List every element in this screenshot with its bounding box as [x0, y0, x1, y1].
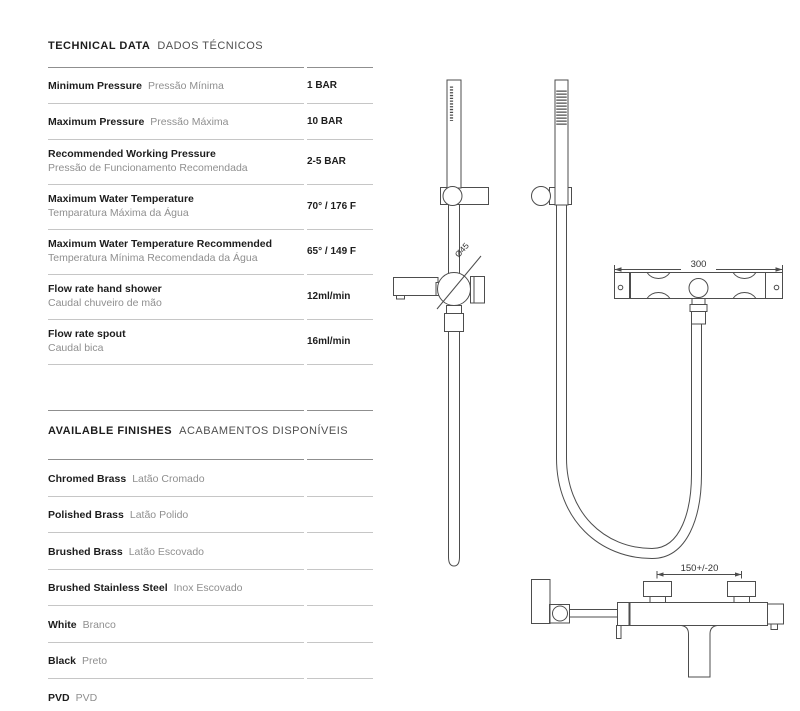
technical-data-header	[48, 30, 373, 68]
spec-value: 12ml/min	[307, 275, 373, 320]
spec-value: 65° / 149 F	[307, 230, 373, 275]
technical-data-section	[48, 30, 373, 411]
spec-value: 16ml/min	[307, 320, 373, 365]
spout	[394, 278, 439, 296]
spec-label-pt: Pressão Mínima	[147, 80, 224, 92]
hose	[567, 205, 692, 549]
dimension-label-300: 300	[690, 259, 707, 270]
finish-label-en: Brushed Stainless Steel	[48, 582, 168, 594]
spec-label-pt: Caudal bica	[48, 341, 104, 354]
dimension-label-diameter: Ø45	[452, 240, 471, 260]
spec-row	[48, 140, 373, 185]
available-finishes-header	[48, 411, 373, 460]
finish-label-pt: Preto	[82, 655, 108, 667]
finish-label-pt: Latão Cromado	[132, 472, 205, 485]
spec-tables	[48, 30, 373, 711]
bath-spout	[682, 626, 718, 678]
spec-row	[48, 275, 373, 320]
finish-label-pt: Branco	[82, 618, 116, 631]
section-title-en: TECHNICAL DATA	[48, 40, 151, 52]
finish-label-pt: Latão Polido	[129, 509, 189, 521]
hose	[449, 332, 460, 567]
finish-label-en: Brushed Brass	[48, 545, 123, 558]
finish-row	[48, 460, 373, 497]
spec-label-en: Recommended Working Pressure	[48, 148, 216, 160]
spec-label-en: Maximum Pressure	[48, 116, 145, 128]
finish-row	[48, 606, 373, 643]
finish-row	[48, 643, 373, 680]
spec-label-pt: Caudal chuveiro de mão	[48, 296, 162, 309]
spec-label-pt: Pressão de Funcionamento Recomendada	[48, 161, 248, 174]
diverter-knob	[689, 279, 708, 298]
finish-label-pt: Inox Escovado	[173, 582, 243, 594]
spec-value: 1 BAR	[307, 68, 373, 104]
spec-value: 70° / 176 F	[307, 185, 373, 230]
technical-drawings	[385, 60, 795, 690]
table-closing-rule	[48, 365, 373, 411]
section-title-pt: DADOS TÉCNICOS	[157, 40, 264, 52]
mixer-bar-drawing	[615, 259, 783, 324]
spec-label-en: Flow rate spout	[48, 328, 126, 340]
side-view-drawing	[394, 80, 489, 566]
finish-label-pt: Latão Escovado	[128, 545, 205, 558]
spec-value: 2-5 BAR	[307, 140, 373, 185]
section-title-en: AVAILABLE FINISHES	[48, 425, 173, 437]
spec-row	[48, 185, 373, 230]
spec-row	[48, 104, 373, 140]
finish-label-en: Polished Brass	[48, 509, 124, 521]
section-title-pt: ACABAMENTOS DISPONÍVEIS	[179, 425, 349, 437]
dimension-label-150: 150+/-20	[680, 563, 719, 574]
finish-label-en: Black	[48, 655, 77, 667]
spec-label-en: Maximum Water Temperature Recommended	[48, 238, 273, 250]
spec-label-en: Maximum Water Temperature	[48, 193, 194, 205]
spec-row	[48, 68, 373, 104]
spec-row	[48, 320, 373, 365]
front-view-drawing	[532, 80, 702, 559]
dimension-300	[615, 259, 783, 274]
finish-label-en: White	[48, 618, 77, 631]
spec-label-pt: Temperatura Mínima Recomendada da Água	[48, 251, 258, 264]
spec-label-pt: Pressão Máxima	[150, 116, 229, 128]
spec-row	[48, 230, 373, 275]
finish-row	[48, 570, 373, 607]
spec-label-en: Minimum Pressure	[48, 80, 142, 92]
finish-label-en: Chromed Brass	[48, 472, 127, 485]
available-finishes-section	[48, 411, 373, 711]
finish-row	[48, 533, 373, 570]
spec-label-en: Flow rate hand shower	[48, 283, 162, 295]
finish-row	[48, 497, 373, 534]
finish-row	[48, 679, 373, 711]
handshower-holder	[532, 580, 551, 624]
finish-label-pt: PVD	[75, 691, 98, 704]
spec-label-pt: Temparatura Máxima da Água	[48, 206, 189, 219]
mixer-elevation-drawing	[532, 563, 784, 677]
finish-label-en: PVD	[48, 691, 70, 704]
dimension-150	[657, 563, 742, 579]
spec-value: 10 BAR	[307, 104, 373, 140]
